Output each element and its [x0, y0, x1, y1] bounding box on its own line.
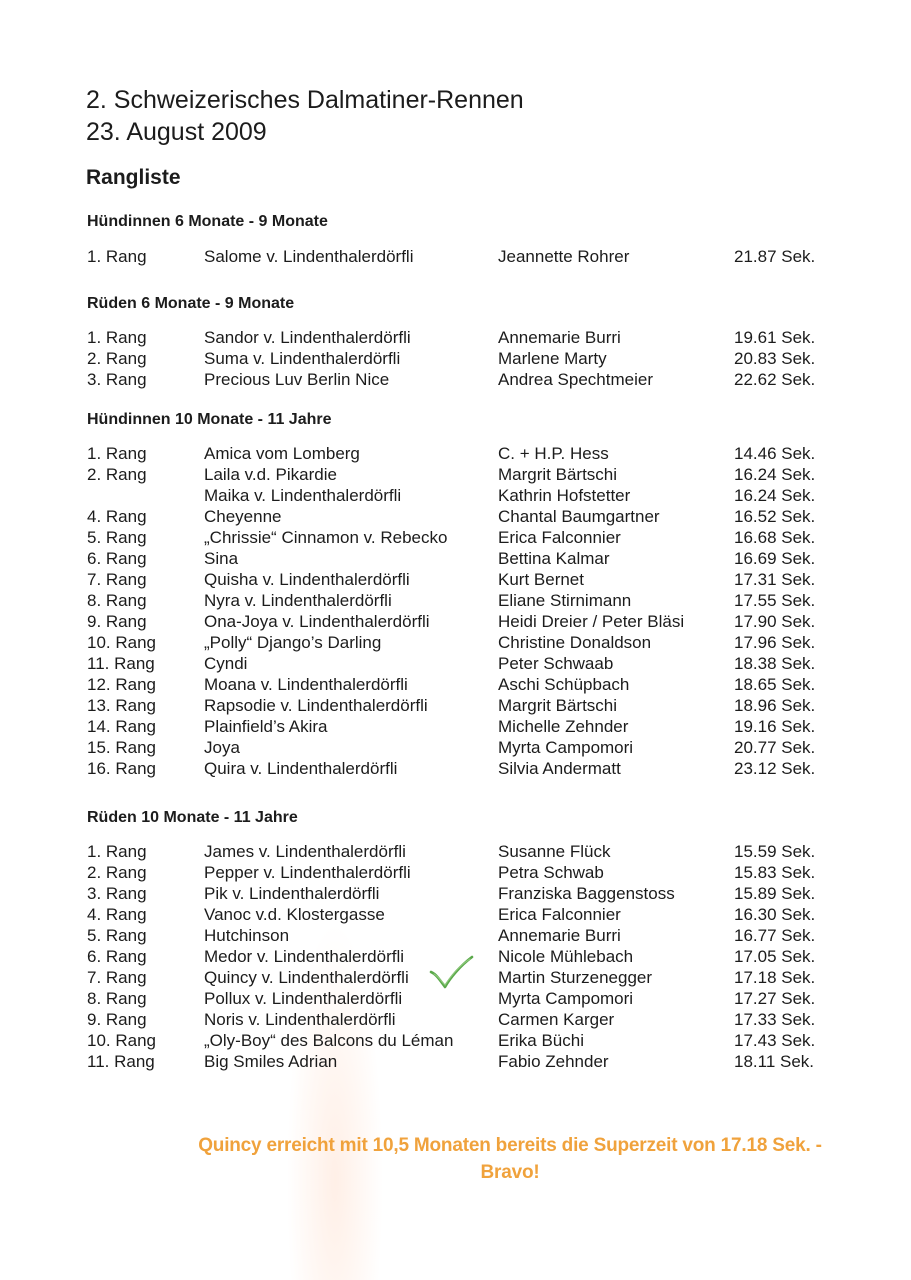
dog-name-cell: Plainfield’s Akira [204, 717, 328, 736]
dog-name-cell: „Chrissie“ Cinnamon v. Rebecko [204, 528, 448, 547]
table-row [0, 506, 911, 527]
table-row [0, 737, 911, 758]
rank-cell: 1. Rang [87, 842, 147, 861]
dog-name-cell: Pepper v. Lindenthalerdörfli [204, 863, 411, 882]
note-line-2: Bravo! [480, 1162, 540, 1183]
dog-name-cell: Cyndi [204, 654, 248, 673]
rank-cell: 2. Rang [87, 863, 147, 882]
owner-cell: C. + H.P. Hess [498, 444, 609, 463]
owner-cell: Erica Falconnier [498, 528, 621, 547]
time-cell: 15.89 Sek. [734, 884, 816, 903]
owner-cell: Franziska Baggenstoss [498, 884, 675, 903]
rank-cell: 11. Rang [87, 654, 155, 673]
table-row [0, 348, 911, 369]
owner-cell: Silvia Andermatt [498, 759, 621, 778]
dog-name-cell: Maika v. Lindenthalerdörfli [204, 486, 402, 505]
time-cell: 17.90 Sek. [734, 612, 816, 631]
owner-cell: Andrea Spechtmeier [498, 370, 653, 389]
time-cell: 17.43 Sek. [734, 1031, 816, 1050]
time-cell: 18.11 Sek. [734, 1052, 815, 1071]
table-row [0, 695, 911, 716]
rank-cell: 4. Rang [87, 507, 147, 526]
section-title: Rüden 10 Monate - 11 Jahre [87, 809, 298, 826]
rank-cell: 5. Rang [87, 528, 147, 547]
dog-name-cell: Joya [204, 738, 240, 757]
owner-cell: Myrta Campomori [498, 738, 634, 757]
table-row [0, 653, 911, 674]
rank-cell: 9. Rang [87, 612, 147, 631]
time-cell: 15.59 Sek. [734, 842, 816, 861]
dog-name-cell: Quira v. Lindenthalerdörfli [204, 759, 398, 778]
title-line-1: 2. Schweizerisches Dalmatiner-Rennen [86, 86, 524, 114]
rank-cell: 8. Rang [87, 591, 147, 610]
time-cell: 16.68 Sek. [734, 528, 816, 547]
rank-cell: 7. Rang [87, 968, 147, 987]
rank-cell: 2. Rang [87, 465, 147, 484]
time-cell: 17.55 Sek. [734, 591, 816, 610]
table-row [0, 904, 911, 925]
table-row [0, 841, 911, 862]
dog-name-cell: James v. Lindenthalerdörfli [204, 842, 406, 861]
rank-cell: 8. Rang [87, 989, 147, 1008]
table-row [0, 862, 911, 883]
dog-name-cell: Amica vom Lomberg [204, 444, 360, 463]
time-cell: 22.62 Sek. [734, 370, 816, 389]
owner-cell: Erica Falconnier [498, 905, 621, 924]
dog-name-cell: Pik v. Lindenthalerdörfli [204, 884, 380, 903]
owner-cell: Kurt Bernet [498, 570, 584, 589]
rank-cell: 3. Rang [87, 884, 147, 903]
rank-cell: 10. Rang [87, 1031, 156, 1050]
time-cell: 16.52 Sek. [734, 507, 816, 526]
section-title: Hündinnen 6 Monate - 9 Monate [87, 213, 328, 230]
table-row [0, 569, 911, 590]
highlight-note [120, 1132, 900, 1186]
owner-cell: Aschi Schüpbach [498, 675, 630, 694]
time-cell: 16.77 Sek. [734, 926, 816, 945]
owner-cell: Kathrin Hofstetter [498, 486, 631, 505]
dog-name-cell: Quincy v. Lindenthalerdörfli [204, 968, 409, 987]
time-cell: 15.83 Sek. [734, 863, 816, 882]
dog-name-cell: Vanoc v.d. Klostergasse [204, 905, 385, 924]
title-line-2: 23. August 2009 [86, 118, 267, 146]
time-cell: 17.31 Sek. [734, 570, 816, 589]
table-row [0, 548, 911, 569]
owner-cell: Annemarie Burri [498, 328, 621, 347]
time-cell: 19.61 Sek. [734, 328, 816, 347]
owner-cell: Carmen Karger [498, 1010, 615, 1029]
dog-name-cell: Sandor v. Lindenthalerdörfli [204, 328, 411, 347]
owner-cell: Myrta Campomori [498, 989, 634, 1008]
dog-name-cell: Quisha v. Lindenthalerdörfli [204, 570, 410, 589]
owner-cell: Jeannette Rohrer [498, 247, 630, 266]
rank-cell: 13. Rang [87, 696, 156, 715]
owner-cell: Annemarie Burri [498, 926, 621, 945]
rank-cell: 11. Rang [87, 1052, 155, 1071]
time-cell: 23.12 Sek. [734, 759, 816, 778]
owner-cell: Erika Büchi [498, 1031, 584, 1050]
dog-name-cell: „Polly“ Django’s Darling [204, 633, 382, 652]
time-cell: 19.16 Sek. [734, 717, 816, 736]
section-title: Rüden 6 Monate - 9 Monate [87, 295, 295, 312]
rank-cell: 1. Rang [87, 328, 147, 347]
time-cell: 16.30 Sek. [734, 905, 816, 924]
table-row [0, 246, 911, 267]
rank-cell: 15. Rang [87, 738, 156, 757]
dog-name-cell: Nyra v. Lindenthalerdörfli [204, 591, 392, 610]
time-cell: 21.87 Sek. [734, 247, 816, 266]
dog-name-cell: „Oly-Boy“ des Balcons du Léman [204, 1031, 454, 1050]
ranking-heading: Rangliste [86, 166, 181, 189]
time-cell: 14.46 Sek. [734, 444, 816, 463]
dog-name-cell: Ona-Joya v. Lindenthalerdörfli [204, 612, 430, 631]
time-cell: 17.18 Sek. [734, 968, 816, 987]
table-row [0, 883, 911, 904]
rank-cell: 14. Rang [87, 717, 156, 736]
dog-name-cell: Big Smiles Adrian [204, 1052, 338, 1071]
rank-cell: 4. Rang [87, 905, 147, 924]
owner-cell: Michelle Zehnder [498, 717, 629, 736]
owner-cell: Margrit Bärtschi [498, 465, 618, 484]
table-row [0, 758, 911, 779]
owner-cell: Nicole Mühlebach [498, 947, 634, 966]
table-row [0, 590, 911, 611]
rank-cell: 2. Rang [87, 349, 147, 368]
time-cell: 20.83 Sek. [734, 349, 816, 368]
rank-cell: 6. Rang [87, 549, 147, 568]
time-cell: 17.33 Sek. [734, 1010, 816, 1029]
dog-name-cell: Noris v. Lindenthalerdörfli [204, 1010, 396, 1029]
dog-name-cell: Medor v. Lindenthalerdörfli [204, 947, 405, 966]
table-row [0, 485, 911, 506]
table-row [0, 327, 911, 348]
owner-cell: Margrit Bärtschi [498, 696, 618, 715]
table-row [0, 369, 911, 390]
rank-cell: 7. Rang [87, 570, 147, 589]
dog-name-cell: Salome v. Lindenthalerdörfli [204, 247, 414, 266]
table-row [0, 632, 911, 653]
time-cell: 16.24 Sek. [734, 465, 816, 484]
rank-cell: 5. Rang [87, 926, 147, 945]
time-cell: 16.24 Sek. [734, 486, 816, 505]
dog-name-cell: Pollux v. Lindenthalerdörfli [204, 989, 403, 1008]
rank-cell: 3. Rang [87, 370, 147, 389]
time-cell: 18.38 Sek. [734, 654, 816, 673]
rank-cell: 6. Rang [87, 947, 147, 966]
owner-cell: Marlene Marty [498, 349, 607, 368]
table-row [0, 1051, 911, 1072]
dog-name-cell: Cheyenne [204, 507, 282, 526]
table-row [0, 925, 911, 946]
time-cell: 17.96 Sek. [734, 633, 816, 652]
dog-name-cell: Sina [204, 549, 239, 568]
time-cell: 18.96 Sek. [734, 696, 816, 715]
owner-cell: Chantal Baumgartner [498, 507, 660, 526]
table-row [0, 443, 911, 464]
owner-cell: Susanne Flück [498, 842, 611, 861]
dog-name-cell: Moana v. Lindenthalerdörfli [204, 675, 408, 694]
time-cell: 16.69 Sek. [734, 549, 816, 568]
time-cell: 20.77 Sek. [734, 738, 816, 757]
document-title [86, 84, 524, 148]
table-row [0, 527, 911, 548]
table-row [0, 674, 911, 695]
table-row [0, 464, 911, 485]
section-title: Hündinnen 10 Monate - 11 Jahre [87, 411, 332, 428]
dog-name-cell: Laila v.d. Pikardie [204, 465, 337, 484]
owner-cell: Fabio Zehnder [498, 1052, 609, 1071]
table-row [0, 611, 911, 632]
rank-cell: 12. Rang [87, 675, 156, 694]
dog-name-cell: Rapsodie v. Lindenthalerdörfli [204, 696, 428, 715]
owner-cell: Bettina Kalmar [498, 549, 610, 568]
time-cell: 17.27 Sek. [734, 989, 816, 1008]
rank-cell: 1. Rang [87, 444, 147, 463]
rank-cell: 10. Rang [87, 633, 156, 652]
time-cell: 18.65 Sek. [734, 675, 816, 694]
table-row [0, 1030, 911, 1051]
time-cell: 17.05 Sek. [734, 947, 816, 966]
table-row [0, 716, 911, 737]
dog-name-cell: Suma v. Lindenthalerdörfli [204, 349, 401, 368]
rank-cell: 16. Rang [87, 759, 156, 778]
rank-cell: 1. Rang [87, 247, 147, 266]
checkmark-icon [428, 954, 474, 994]
owner-cell: Martin Sturzenegger [498, 968, 653, 987]
table-row [0, 1009, 911, 1030]
owner-cell: Christine Donaldson [498, 633, 652, 652]
dog-name-cell: Precious Luv Berlin Nice [204, 370, 390, 389]
note-line-1: Quincy erreicht mit 10,5 Monaten bereits die Superzeit von 17.18 Sek. - [198, 1135, 822, 1156]
owner-cell: Eliane Stirnimann [498, 591, 632, 610]
dog-name-cell: Hutchinson [204, 926, 290, 945]
owner-cell: Heidi Dreier / Peter Bläsi [498, 612, 685, 631]
owner-cell: Peter Schwaab [498, 654, 614, 673]
owner-cell: Petra Schwab [498, 863, 604, 882]
rank-cell: 9. Rang [87, 1010, 147, 1029]
